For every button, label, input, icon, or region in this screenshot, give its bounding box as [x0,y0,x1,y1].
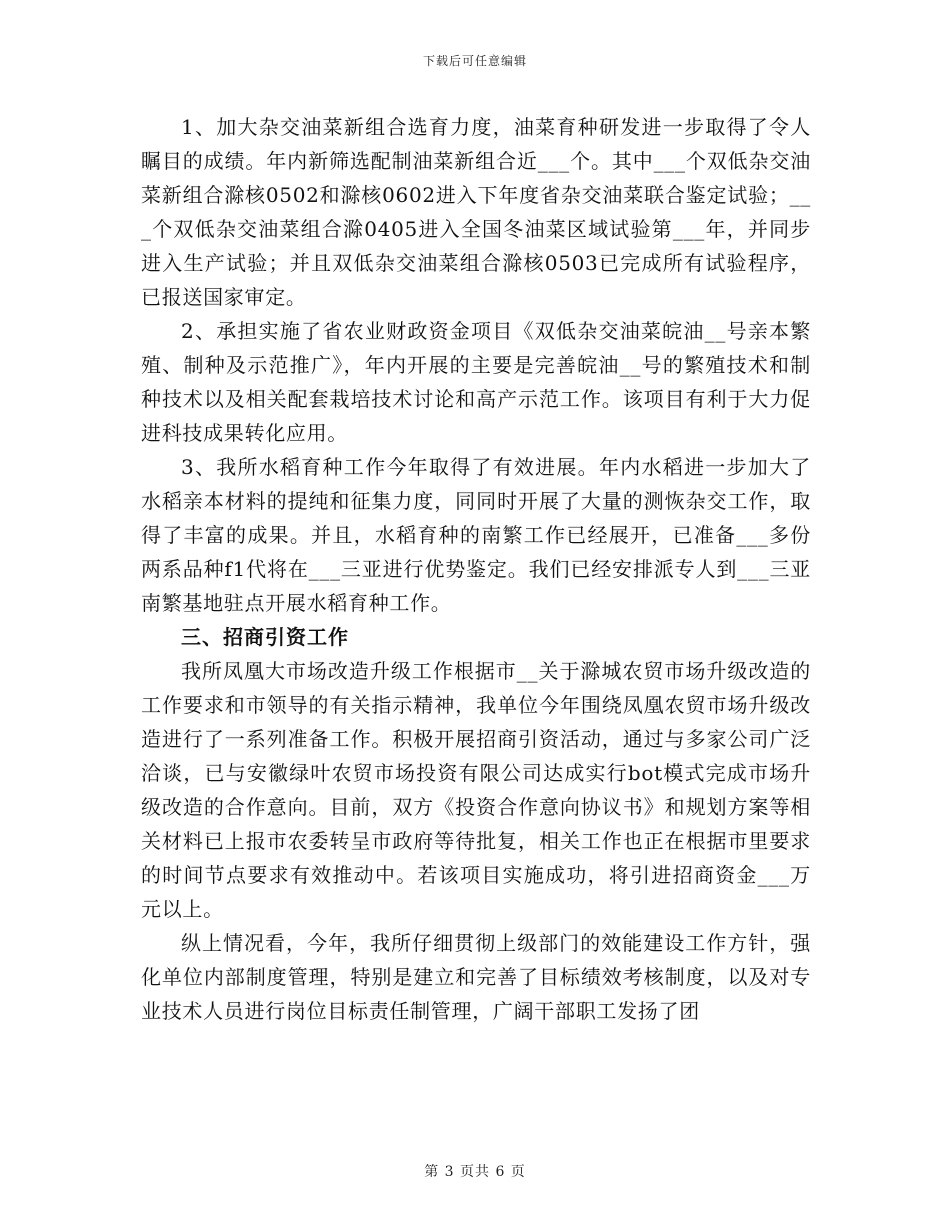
paragraph-4: 我所凤凰大市场改造升级工作根据市__关于滁城农贸市场升级改造的工作要求和市领导的有关指示精神，我单位今年围绕凤凰农贸市场升级改造进行了一系列准备工作。积极开展招商引资活动，通过与多家公司广泛洽谈，已与安徽绿叶农贸市场投资有限公司达成实行bot模式完成市场升级改造的合作意向。目前，双方《投资合作意向协议书》和规划方案等相关材料已上报市农委转呈市政府等待批复，相关工作也正在根据市里要求的时间节点要求有效推动中。若该项目实施成功，将引进招商资金___万元以上。 [141,659,811,921]
paragraph-2: 2、承担实施了省农业财政资金项目《双低杂交油菜皖油__号亲本繁殖、制种及示范推广》，年内开展的主要是完善皖油__号的繁殖技术和制种技术以及相关配套栽培技术讨论和高产示范工作。该项目有利于大力促进科技成果转化应用。 [141,319,811,445]
document-body [141,110,811,1028]
page-header: 下载后可任意编辑 [422,54,527,68]
paragraph-1: 1、加大杂交油菜新组合选育力度，油菜育种研发进一步取得了令人瞩目的成绩。年内新筛选配制油菜新组合近___个。其中___个双低杂交油菜新组合滁核0502和滁核0602进入下年度省杂交油菜联合鉴定试验；___个双低杂交油菜组合滁0405进入全国冬油菜区域试验第___年，并同步进入生产试验；并且双低杂交油菜组合滁核0503已完成所有试验程序，已报送国家审定。 [141,115,811,309]
section-heading: 三、招商引资工作 [181,625,349,649]
paragraph-5: 纵上情况看，今年，我所仔细贯彻上级部门的效能建设工作方针，强化单位内部制度管理，特别是建立和完善了目标绩效考核制度，以及对专业技术人员进行岗位目标责任制管理，广阔干部职工发扬了团 [141,931,811,1023]
page-footer: 第 3 页共 6 页 [424,1164,526,1180]
paragraph-3: 3、我所水稻育种工作今年取得了有效进展。年内水稻进一步加大了水稻亲本材料的提纯和征集力度，同同时开展了大量的测恢杂交工作，取得了丰富的成果。并且，水稻育种的南繁工作已经展开，已准备___多份两系品种f1代将在___三亚进行优势鉴定。我们已经安排派专人到___三亚南繁基地驻点开展水稻育种工作。 [141,455,811,615]
